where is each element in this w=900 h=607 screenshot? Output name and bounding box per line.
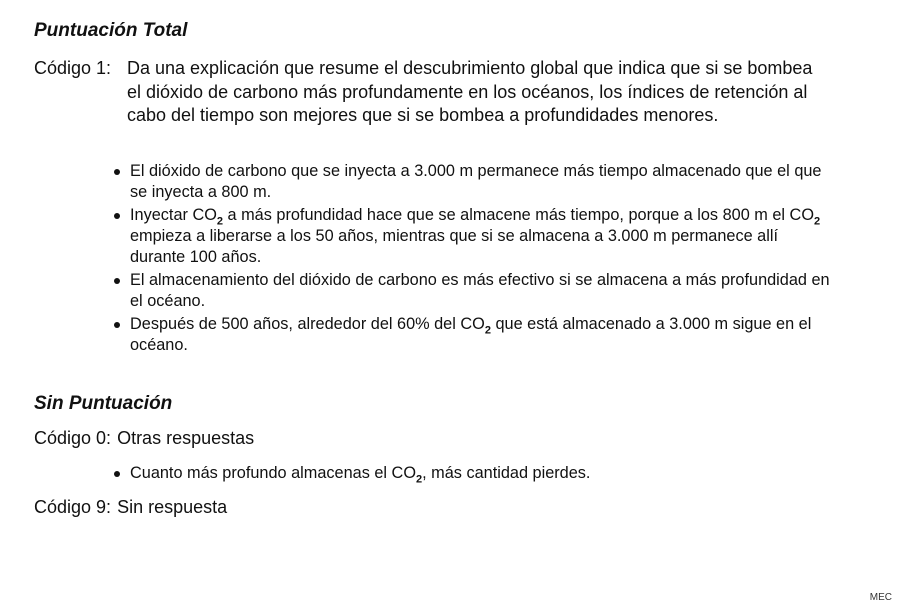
bullet-item: [112, 205, 832, 268]
code-1-label: Código 1:: [34, 58, 112, 78]
bullet-text-part: Cuanto más profundo almacenas el CO: [130, 464, 416, 482]
full-credit-bullet-list: [112, 161, 832, 358]
code-0-description: Otras respuestas: [117, 428, 255, 448]
bullet-icon: [114, 471, 120, 477]
bullet-icon: [114, 322, 120, 328]
no-credit-bullet-list: [112, 463, 832, 486]
bullet-text-part: Inyectar CO: [130, 206, 217, 224]
code-0-row: [34, 427, 254, 451]
full-credit-title: Puntuación Total: [34, 20, 188, 41]
code-9-row: [34, 496, 227, 520]
bullet-item: [112, 314, 832, 356]
source-watermark: MEC: [869, 592, 892, 603]
bullet-item: [112, 270, 832, 312]
subscript: 2: [415, 473, 423, 486]
bullet-text-part: que está almacenado a 3.000 m sigue en el océano.: [130, 315, 812, 354]
bullet-item: [112, 161, 832, 203]
code-1-description: Da una explicación que resume el descubrimiento global que indica que si se bombea el dióxido de carbono más profundamente en los océanos, los índices de retención al cabo del tiempo son mejores que si se bombea a profundidades menores.: [127, 58, 813, 125]
no-credit-title: Sin Puntuación: [34, 393, 173, 414]
bullet-text: El almacenamiento del dióxido de carbono es más efectivo si se almacena a más profundidad en el océano.: [130, 271, 830, 310]
code-0-label: Código 0:: [34, 428, 112, 448]
subscript: 2: [484, 324, 491, 337]
bullet-text-part: empieza a liberarse a los 50 años, mientras que si se almacena a 3.000 m permanece allí durante 100 años.: [130, 227, 778, 266]
bullet-text-part: a más profundidad hace que se almacene más tiempo, porque a los 800 m el CO: [223, 206, 814, 224]
code-9-description: Sin respuesta: [117, 497, 228, 517]
bullet-icon: [114, 169, 120, 175]
bullet-text-part: , más cantidad pierdes.: [422, 464, 591, 482]
subscript: 2: [216, 215, 223, 228]
bullet-icon: [114, 278, 120, 284]
bullet-text: El dióxido de carbono que se inyecta a 3.000 m permanece más tiempo almacenado que el que se inyecta a 800 m.: [130, 162, 822, 201]
bullet-icon: [114, 213, 120, 219]
bullet-item: [112, 463, 832, 484]
subscript: 2: [813, 215, 821, 228]
code-1-row: [34, 57, 817, 128]
code-9-label: Código 9:: [34, 497, 112, 517]
bullet-text-part: Después de 500 años, alrededor del 60% del CO: [130, 315, 485, 333]
